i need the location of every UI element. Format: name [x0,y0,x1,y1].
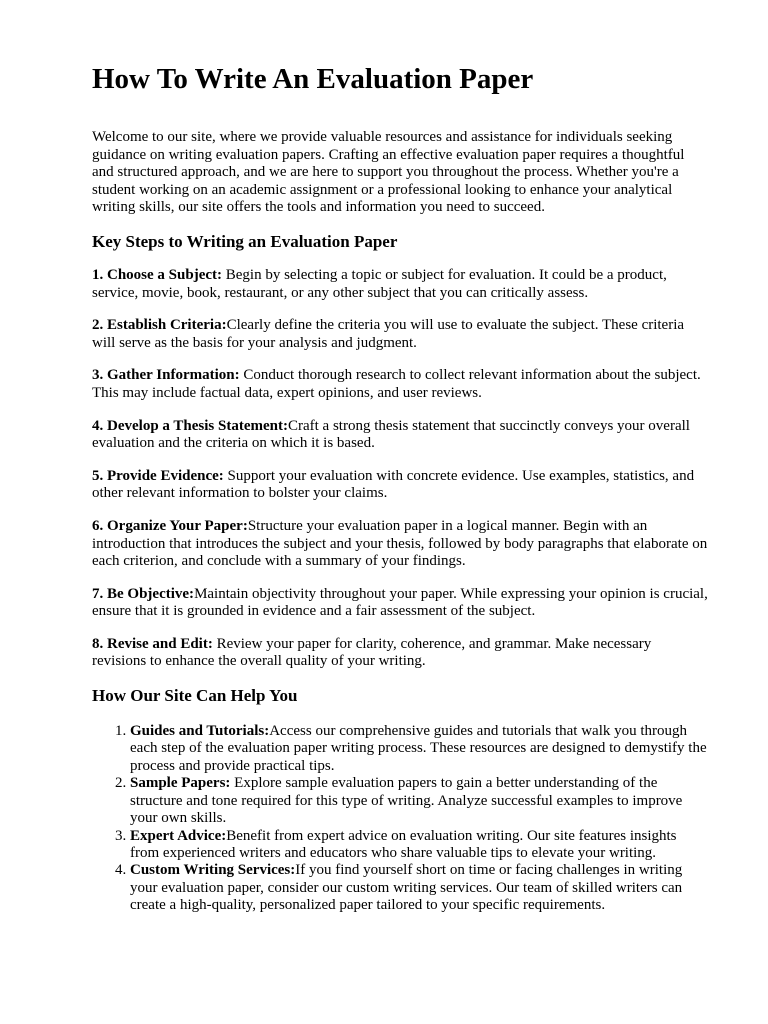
step-paragraph [92,317,708,352]
step-paragraph [92,636,708,671]
step-label: 5. Provide Evidence: [92,467,224,484]
step-paragraph [92,367,708,402]
step-text: Begin by selecting a topic or subject for evaluation. It could be a product, service, movie, book, restaurant, or any other subject that you can critically assess. [92,266,667,301]
help-item-label: Expert Advice: [130,827,227,844]
list-item [130,862,708,914]
help-item-text: Benefit from expert advice on evaluation writing. Our site features insights from experienced writers and educators who share valuable tips to elevate your writing. [130,827,677,861]
help-item-text: Access our comprehensive guides and tutorials that walk you through each step of the evaluation paper writing process. These resources are designed to demystify the process and provide practical tips. [130,723,707,774]
help-item-label: Custom Writing Services: [130,862,296,879]
step-text: Clearly define the criteria you will use to evaluate the subject. These criteria will serve as the basis for your analysis and judgment. [92,317,685,351]
help-list [92,723,708,914]
help-item-label: Guides and Tutorials: [130,723,270,740]
help-item-text: If you find yourself short on time or facing challenges in writing your evaluation paper, consider our custom writing services. Our team of skilled writers can create a high-quality, personalized paper tailored to your specific requirements. [130,862,683,914]
list-item [130,828,708,863]
step-label: 1. Choose a Subject: [92,266,222,283]
step-text: Craft a strong thesis statement that succinctly conveys your overall evaluation and the criteria on which it is based. [92,417,690,452]
step-label: 2. Establish Criteria: [92,317,227,334]
help-item-label: Sample Papers: [130,775,231,792]
step-text: Conduct thorough research to collect relevant information about the subject. This may include factual data, expert opinions, and user reviews. [92,367,701,401]
list-item [130,775,708,827]
step-paragraph [92,468,708,503]
steps-heading: Key Steps to Writing an Evaluation Paper [92,231,398,251]
step-label: 8. Revise and Edit: [92,635,213,652]
step-label: 4. Develop a Thesis Statement: [92,417,288,434]
page-title: How To Write An Evaluation Paper [92,63,534,95]
intro-paragraph: Welcome to our site, where we provide valuable resources and assistance for individuals seeking guidance on writing evaluation papers. Crafting an effective evaluation paper requires a thoughtful and structured approach, and we are here to support you throughout the process. Whether you're a student working on an academic assignment or a professional looking to enhance your analytical writing skills, our site offers the tools and information you need to succeed. [92,129,685,216]
step-paragraph [92,418,708,453]
help-heading: How Our Site Can Help You [92,686,298,706]
step-text: Structure your evaluation paper in a logical manner. Begin with an introduction that introduces the subject and your thesis, followed by body paragraphs that elaborate on each criterion, and conclude with a summary of your findings. [92,517,708,570]
step-text: Review your paper for clarity, coherence, and grammar. Make necessary revisions to enhance the overall quality of your writing. [92,635,652,670]
step-paragraph [92,586,708,621]
step-text: Maintain objectivity throughout your paper. While expressing your opinion is crucial, ensure that it is grounded in evidence and a fair assessment of the subject. [92,585,708,620]
step-text: Support your evaluation with concrete evidence. Use examples, statistics, and other relevant information to bolster your claims. [92,467,695,502]
step-label: 7. Be Objective: [92,585,195,602]
help-item-text: Explore sample evaluation papers to gain a better understanding of the structure and tone required for this type of writing. Analyze successful examples to improve your own skills. [130,775,683,827]
step-paragraph [92,518,708,571]
list-item [130,723,708,775]
step-paragraph [92,267,708,302]
step-label: 6. Organize Your Paper: [92,517,248,534]
step-label: 3. Gather Information: [92,367,240,384]
